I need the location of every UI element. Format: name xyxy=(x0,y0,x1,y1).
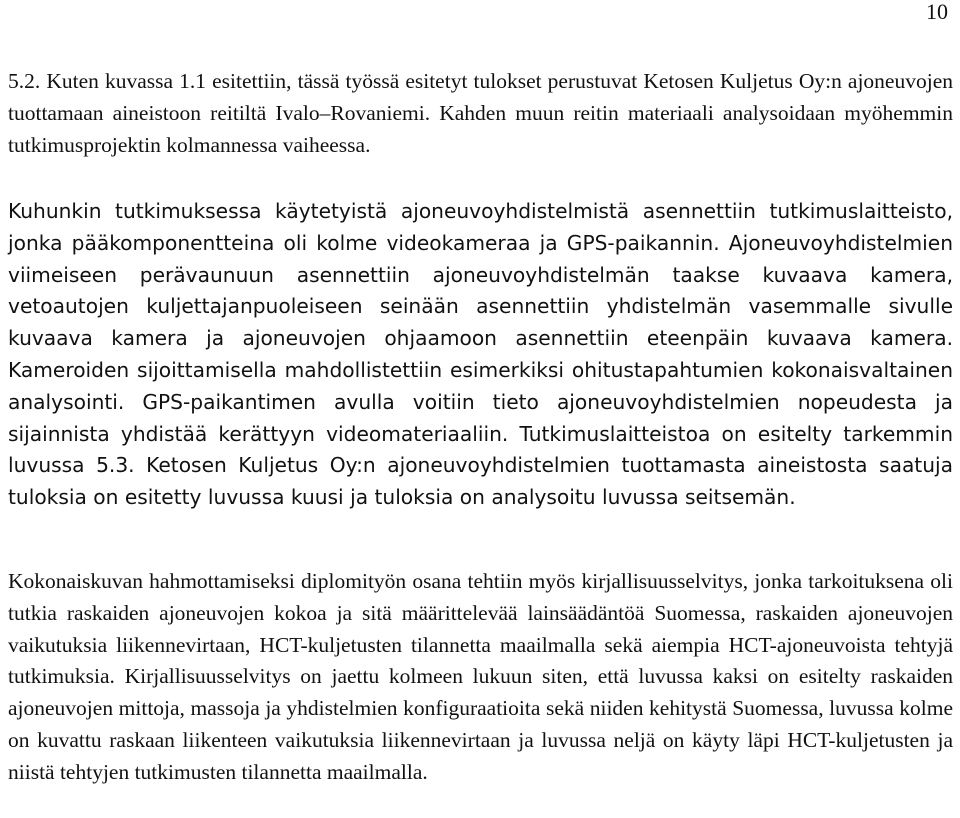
paragraph-methods-route: 5.2. Kuten kuvassa 1.1 esitettiin, tässä työssä esitetyt tulokset perustuvat Ketosen Kuljetus Oy:n ajoneuvojen tuottamaan aineistoon reitiltä Ivalo–Rovaniemi. Kahden muun reitin materiaali analysoidaan myöhemmin tutkimusprojektin kolmannessa vaiheessa. xyxy=(8,69,953,157)
page-number: 10 xyxy=(926,0,948,24)
paragraph-literature-review: Kokonaiskuvan hahmottamiseksi diplomityön osana tehtiin myös kirjallisuusselvitys, jonka tarkoituksena oli tutkia raskaiden ajoneuvojen kokoa ja sitä määrittelevää lainsäädäntöä Suomessa, raskaiden ajoneuvojen vaikutuksia liikennevirtaan, HCT-kuljetusten tilannetta maailmalla sekä aiempia HCT-ajoneuvoista tehtyjä tutkimuksia. Kirjallisuusselvitys on jaettu kolmeen lukuun siten, että luvussa kaksi on esitelty raskaiden ajoneuvojen mittoja, massoja ja yhdistelmien konfiguraatioita sekä niiden kehitystä Suomessa, luvussa kolme on kuvattu raskaan liikenteen vaikutuksia liikennevirtaan ja luvussa neljä on käyty läpi HCT-kuljetusten ja niistä tehtyjen tutkimusten tilannetta maailmalla. xyxy=(8,569,953,784)
paragraph-measurement-equipment: Kuhunkin tutkimuksessa käytetyistä ajoneuvoyhdistelmistä asennettiin tutkimuslaitteisto, jonka pääkomponentteina oli kolme videokameraa ja GPS-paikannin. Ajoneuvoyhdistelmien viimeiseen perävaunuun asennettiin ajoneuvoyhdistelmän taakse kuvaava kamera, vetoautojen kuljettajanpuoleiseen seinään asennettiin yhdistelmän vasemmalle sivulle kuvaava kamera ja ajoneuvojen ohjaamoon asennettiin eteenpäin kuvaava kamera. Kameroiden sijoittamisella mahdollistettiin esimerkiksi ohitustapahtumien kokonaisvaltainen analysointi. GPS-paikantimen avulla voitiin tieto ajoneuvoyhdistelmien nopeudesta ja sijainnista yhdistää kerättyyn videomateriaaliin. Tutkimuslaitteistoa on esitelty tarkemmin luvussa 5.3. Ketosen Kuljetus Oy:n ajoneuvoyhdistelmien tuottamasta aineistosta saatuja tuloksia on esitetty luvussa kuusi ja tuloksia on analysoitu luvussa seitsemän. xyxy=(8,199,953,510)
